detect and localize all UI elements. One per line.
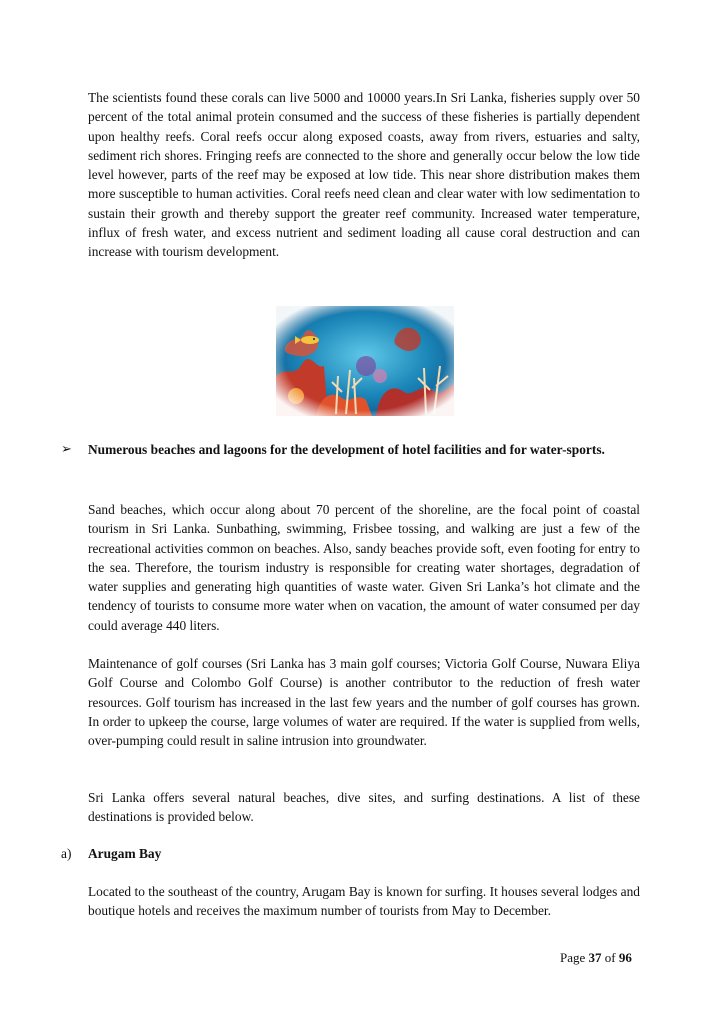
footer-total-pages: 96 — [618, 950, 632, 965]
arrow-bullet-icon: ➢ — [61, 441, 72, 456]
page-footer — [560, 950, 632, 966]
coral-reef-image — [276, 306, 454, 416]
paragraph-destinations: Sri Lanka offers several natural beaches, dive sites, and surfing destinations. A list of these destinations is provided below. — [88, 790, 640, 825]
subheading-label: a) — [61, 846, 72, 861]
paragraph-corals: The scientists found these corals can live 5000 and 10000 years.In Sri Lanka, fisheries supply over 50 percent of the total animal protein consumed and the success of these fisheries is partially dependent upon healthy reefs. Coral reefs occur along exposed coasts, away from rivers, estuaries and salty, sediment rich shores. Fringing reefs are connected to the shore and generally occur below the low tide level however, parts of the reef may be exposed at low tide. This near shore distribution makes them more susceptible to human activities. Coral reefs need clean and clear water with low sedimentation to sustain their growth and thereby support the greater reef community. Increased water temperature, influx of fresh water, and excess nutrient and sediment loading all cause coral destruction and can increase with tourism development. — [88, 90, 640, 260]
paragraph-golf: Maintenance of golf courses (Sri Lanka has 3 main golf courses; Victoria Golf Course, Nuwara Eliya Golf Course and Colombo Golf Course) is another contributor to the reduction of fresh water resources. Golf tourism has increased in the last few years and the number of golf courses has grown. In order to upkeep the course, large volumes of water are required. If the water is supplied from wells, over-pumping could result in saline intrusion into groundwater. — [88, 656, 640, 749]
paragraph-arugam: Located to the southeast of the country, Arugam Bay is known for surfing. It houses several lodges and boutique hotels and receives the maximum number of tourists from May to December. — [88, 884, 640, 919]
subheading-title: Arugam Bay — [88, 846, 162, 861]
footer-current-page: 37 — [588, 950, 602, 965]
subheading-arugam-bay — [61, 846, 161, 862]
bullet-heading: Numerous beaches and lagoons for the development of hotel facilities and for water-sports. — [88, 442, 605, 457]
paragraph-beaches: Sand beaches, which occur along about 70 percent of the shoreline, are the focal point of coastal tourism in Sri Lanka. Sunbathing, swimming, Frisbee tossing, and walking are just a few of the recreational activities common on beaches. Also, sandy beaches provide soft, even footing for entry to the sea. Therefore, the tourism industry is responsible for creating water shortages, degradation of water supplies and generating high quantities of waste water. Given Sri Lanka’s hot climate and the tendency of tourists to consume more water when on vacation, the amount of water consumed per day could average 440 liters. — [88, 502, 640, 633]
footer-of: of — [604, 950, 616, 965]
footer-prefix: Page — [560, 950, 586, 965]
